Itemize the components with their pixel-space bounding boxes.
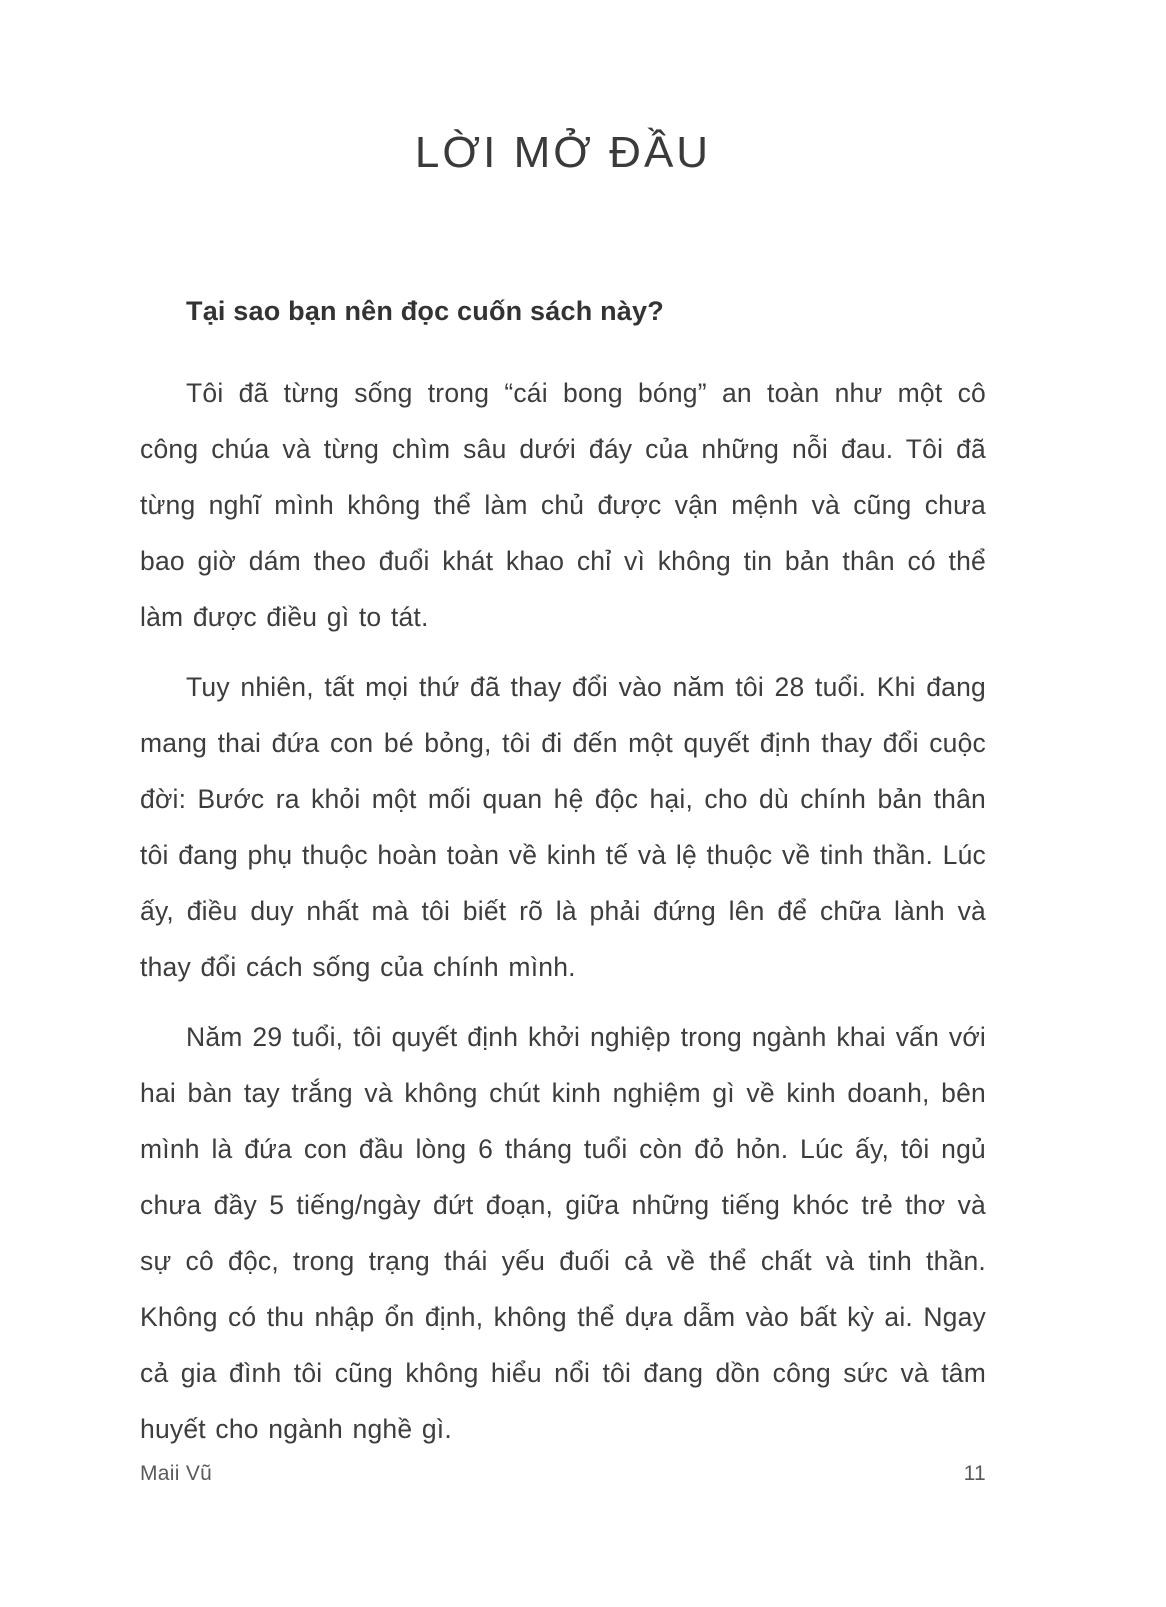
page-footer bbox=[140, 1462, 986, 1486]
paragraph-3: Năm 29 tuổi, tôi quyết định khởi nghiệp trong ngành khai vấn với hai bàn tay trắng và không chút kinh nghiệm gì về kinh doanh, bên mình là đứa con đầu lòng 6 tháng tuổi còn đỏ hỏn. Lúc ấy, tôi ngủ chưa đầy 5 tiếng/ngày đứt đoạn, giữa những tiếng khóc trẻ thơ và sự cô độc, trong trạng thái yếu đuối cả về thể chất và tinh thần. Không có thu nhập ổn định, không thể dựa dẫm vào bất kỳ ai. Ngay cả gia đình tôi cũng không hiểu nổi tôi đang dồn công sức và tâm huyết cho ngành nghề gì. bbox=[140, 1022, 986, 1444]
footer-author: Maii Vũ bbox=[140, 1462, 213, 1485]
body-text bbox=[140, 365, 986, 1471]
paragraph-2: Tuy nhiên, tất mọi thứ đã thay đổi vào năm tôi 28 tuổi. Khi đang mang thai đứa con bé bỏng, tôi đi đến một quyết định thay đổi cuộc đời: Bước ra khỏi một mối quan hệ độc hại, cho dù chính bản thân tôi đang phụ thuộc hoàn toàn về kinh tế và lệ thuộc về tinh thần. Lúc ấy, điều duy nhất mà tôi biết rõ là phải đứng lên để chữa lành và thay đổi cách sống của chính mình. bbox=[140, 672, 986, 982]
footer-page-number: 11 bbox=[963, 1462, 986, 1485]
paragraph-1: Tôi đã từng sống trong “cái bong bóng” an toàn như một cô công chúa và từng chìm sâu dưới đáy của những nỗi đau. Tôi đã từng nghĩ mình không thể làm chủ được vận mệnh và cũng chưa bao giờ dám theo đuổi khát khao chỉ vì không tin bản thân có thể làm được điều gì to tát. bbox=[140, 378, 986, 632]
chapter-title: LỜI MỞ ĐẦU bbox=[414, 128, 712, 177]
section-heading: Tại sao bạn nên đọc cuốn sách này? bbox=[186, 296, 664, 326]
